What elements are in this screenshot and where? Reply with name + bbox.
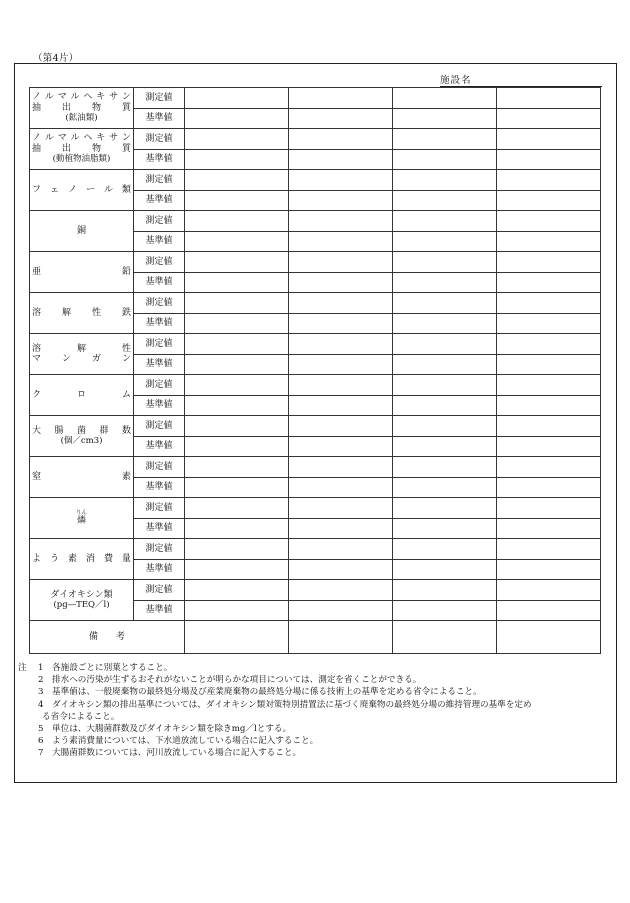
standard-value-label: 基準値	[134, 190, 185, 211]
measured-value-cell[interactable]	[393, 457, 497, 478]
facility-name-label: 施設名	[440, 75, 472, 86]
measured-value-label: 測定値	[134, 293, 185, 314]
table-row	[30, 252, 601, 273]
note-number: 6	[38, 736, 44, 747]
table-row	[30, 375, 601, 396]
standard-value-cell[interactable]	[393, 395, 497, 416]
standard-value-cell[interactable]	[393, 559, 497, 580]
item-name-line: 抽 出 物 質	[32, 143, 131, 154]
note-text: よう素消費量については、下水道放流している場合に記入すること。	[52, 736, 319, 747]
measured-value-cell[interactable]	[185, 580, 289, 601]
note-item	[18, 723, 623, 735]
table-row	[30, 498, 601, 519]
measured-value-label: 測定値	[134, 252, 185, 273]
measured-value-cell[interactable]	[289, 539, 393, 560]
measured-value-cell[interactable]	[185, 457, 289, 478]
measured-value-cell[interactable]	[185, 416, 289, 437]
measured-value-cell[interactable]	[393, 170, 497, 191]
measured-value-cell[interactable]	[289, 88, 393, 109]
table-row	[30, 539, 601, 560]
item-label-dissolved-iron	[30, 293, 134, 334]
item-label-phenols	[30, 170, 134, 211]
standard-value-cell[interactable]	[497, 518, 601, 539]
measured-value-cell[interactable]	[289, 498, 393, 519]
measured-value-cell[interactable]	[289, 580, 393, 601]
table-row	[30, 416, 601, 437]
table-row	[30, 170, 601, 191]
table-row	[30, 129, 601, 150]
standard-value-cell[interactable]	[393, 477, 497, 498]
note-text: 各施設ごとに別葉とすること。	[52, 663, 173, 673]
item-name-line: 溶 解 性 鉄	[32, 307, 131, 318]
standard-value-cell[interactable]	[289, 559, 393, 580]
standard-value-cell[interactable]	[393, 190, 497, 211]
measured-value-cell[interactable]	[393, 334, 497, 355]
standard-value-cell[interactable]	[289, 600, 393, 621]
item-label-phosphorus	[30, 498, 134, 539]
remarks-label: 備 考	[30, 621, 185, 654]
notes-heading: 注	[18, 663, 27, 673]
standard-value-cell[interactable]	[185, 559, 289, 580]
standard-value-cell[interactable]	[185, 272, 289, 293]
standard-value-cell[interactable]	[497, 600, 601, 621]
standard-value-label: 基準値	[134, 272, 185, 293]
standard-value-cell[interactable]	[497, 231, 601, 252]
measured-value-cell[interactable]	[289, 416, 393, 437]
standard-value-cell[interactable]	[393, 149, 497, 170]
note-number: 1	[38, 663, 44, 673]
note-text: ダイオキシン類の排出基準については、ダイオキシン類対策特別措置法に基づく廃棄物の最終処分場の維持管理の基準を定め	[52, 699, 532, 710]
measured-value-cell[interactable]	[289, 293, 393, 314]
measured-value-label: 測定値	[134, 457, 185, 478]
notes-section	[18, 662, 623, 760]
item-label-chromium	[30, 375, 134, 416]
item-label-n-hexane-animal	[30, 129, 134, 170]
standard-value-cell[interactable]	[289, 395, 393, 416]
item-label-zinc	[30, 252, 134, 293]
measured-value-cell[interactable]	[289, 129, 393, 150]
standard-value-cell[interactable]	[185, 108, 289, 129]
table-row	[30, 88, 601, 109]
standard-value-cell[interactable]	[393, 108, 497, 129]
item-unit: (動植物油脂類)	[52, 154, 111, 165]
standard-value-cell[interactable]	[289, 190, 393, 211]
note-item	[18, 735, 623, 747]
item-unit: (pg―TEQ／l)	[53, 600, 110, 610]
measured-value-label: 測定値	[134, 580, 185, 601]
remarks-cell[interactable]	[185, 621, 289, 654]
measured-value-cell[interactable]	[497, 580, 601, 601]
table-row	[30, 211, 601, 232]
facility-name-field[interactable]	[440, 72, 602, 87]
measured-value-cell[interactable]	[497, 293, 601, 314]
standard-value-cell[interactable]	[393, 313, 497, 334]
measured-value-cell[interactable]	[393, 580, 497, 601]
standard-value-cell[interactable]	[497, 108, 601, 129]
note-number: 4	[38, 699, 44, 710]
item-name-line: ク ロ ム	[32, 389, 131, 400]
standard-value-cell[interactable]	[497, 395, 601, 416]
measured-value-cell[interactable]	[185, 88, 289, 109]
measured-value-cell[interactable]	[393, 211, 497, 232]
standard-value-cell[interactable]	[185, 149, 289, 170]
item-name-line: 大 腸 菌 群 数	[32, 425, 131, 436]
standard-value-cell[interactable]	[497, 354, 601, 375]
note-item	[18, 747, 623, 759]
standard-value-cell[interactable]	[185, 518, 289, 539]
item-name-line: 銅	[76, 225, 86, 236]
standard-value-cell[interactable]	[185, 436, 289, 457]
standard-value-cell[interactable]	[497, 436, 601, 457]
measured-value-cell[interactable]	[289, 457, 393, 478]
item-name-line: 窒 素	[32, 471, 131, 482]
measured-value-cell[interactable]	[185, 334, 289, 355]
measured-value-cell[interactable]	[497, 416, 601, 437]
remarks-row	[30, 621, 601, 654]
measured-value-label: 測定値	[134, 170, 185, 191]
note-item	[18, 699, 623, 711]
table-row	[30, 293, 601, 314]
note-text: 単位は、大腸菌群数及びダイオキシン類を除きmg／lとする。	[52, 724, 292, 735]
measured-value-cell[interactable]	[289, 375, 393, 396]
measured-value-cell[interactable]	[185, 375, 289, 396]
standard-value-label: 基準値	[134, 600, 185, 621]
measured-value-cell[interactable]	[289, 211, 393, 232]
standard-value-cell[interactable]	[393, 600, 497, 621]
standard-value-label: 基準値	[134, 436, 185, 457]
standard-value-cell[interactable]	[289, 272, 393, 293]
standard-value-label: 基準値	[134, 108, 185, 129]
measured-value-cell[interactable]	[497, 334, 601, 355]
note-number: 2	[38, 675, 44, 686]
table-row	[30, 580, 601, 601]
standard-value-cell[interactable]	[497, 477, 601, 498]
standard-value-label: 基準値	[134, 518, 185, 539]
standard-value-cell[interactable]	[289, 518, 393, 539]
item-name-line: 溶 解 性	[32, 343, 131, 354]
standard-value-cell[interactable]	[185, 190, 289, 211]
item-label-n-hexane-mineral	[30, 88, 134, 129]
measured-value-cell[interactable]	[497, 129, 601, 150]
standard-value-label: 基準値	[134, 231, 185, 252]
measured-value-cell[interactable]	[393, 539, 497, 560]
item-name-line: 燐	[76, 515, 86, 526]
measured-value-cell[interactable]	[393, 498, 497, 519]
measurement-table	[29, 87, 601, 654]
standard-value-cell[interactable]	[289, 108, 393, 129]
item-name-line: よ う 素 消 費 量	[32, 553, 131, 564]
measured-value-cell[interactable]	[497, 252, 601, 273]
note-text: る省令によること。	[42, 711, 120, 722]
measured-value-cell[interactable]	[185, 211, 289, 232]
standard-value-cell[interactable]	[393, 436, 497, 457]
item-unit: (鉱油類)	[65, 113, 98, 124]
standard-value-label: 基準値	[134, 559, 185, 580]
measured-value-cell[interactable]	[497, 88, 601, 109]
measured-value-cell[interactable]	[497, 211, 601, 232]
item-label-nitrogen	[30, 457, 134, 498]
item-name-line: フ ェ ノ ー ル 類	[32, 184, 131, 195]
measured-value-label: 測定値	[134, 539, 185, 560]
measured-value-cell[interactable]	[185, 129, 289, 150]
measured-value-label: 測定値	[134, 375, 185, 396]
standard-value-cell[interactable]	[497, 313, 601, 334]
measured-value-label: 測定値	[134, 88, 185, 109]
standard-value-cell[interactable]	[185, 395, 289, 416]
standard-value-label: 基準値	[134, 477, 185, 498]
note-item	[18, 674, 623, 686]
standard-value-cell[interactable]	[185, 477, 289, 498]
form-number: （第4片）	[33, 53, 79, 64]
measured-value-cell[interactable]	[185, 170, 289, 191]
standard-value-cell[interactable]	[185, 600, 289, 621]
note-number: 3	[38, 687, 44, 698]
remarks-cell[interactable]	[289, 621, 393, 654]
item-name-line: ダイオキシン類	[50, 589, 113, 600]
standard-value-label: 基準値	[134, 149, 185, 170]
item-label-iodine	[30, 539, 134, 580]
item-unit: (個／cm3)	[60, 436, 103, 446]
measured-value-label: 測定値	[134, 334, 185, 355]
standard-value-cell[interactable]	[497, 559, 601, 580]
item-label-dioxins	[30, 580, 134, 621]
measured-value-cell[interactable]	[393, 375, 497, 396]
measured-value-cell[interactable]	[497, 375, 601, 396]
measured-value-cell[interactable]	[497, 457, 601, 478]
standard-value-cell[interactable]	[393, 354, 497, 375]
item-label-copper	[30, 211, 134, 252]
measured-value-cell[interactable]	[393, 129, 497, 150]
note-number: 5	[38, 724, 44, 735]
standard-value-cell[interactable]	[497, 149, 601, 170]
measured-value-cell[interactable]	[393, 252, 497, 273]
remarks-cell[interactable]	[393, 621, 497, 654]
measured-value-cell[interactable]	[497, 498, 601, 519]
measured-value-cell[interactable]	[497, 170, 601, 191]
measured-value-cell[interactable]	[185, 293, 289, 314]
measured-value-cell[interactable]	[185, 498, 289, 519]
standard-value-label: 基準値	[134, 313, 185, 334]
measured-value-cell[interactable]	[289, 170, 393, 191]
remarks-cell[interactable]	[497, 621, 601, 654]
standard-value-cell[interactable]	[497, 272, 601, 293]
standard-value-cell[interactable]	[185, 313, 289, 334]
note-text: 排水への汚染が生ずるおそれがないことが明らかな項目については、測定を省くことができる。	[52, 675, 422, 686]
measured-value-cell[interactable]	[289, 334, 393, 355]
item-label-dissolved-manganese	[30, 334, 134, 375]
measured-value-cell[interactable]	[393, 88, 497, 109]
item-name-line: ノ ル マ ル ヘ キ サ ン	[32, 92, 131, 103]
item-name-line: 抽 出 物 質	[32, 102, 131, 113]
note-continuation	[18, 711, 623, 723]
table-row	[30, 334, 601, 355]
standard-value-cell[interactable]	[289, 231, 393, 252]
item-label-coliform	[30, 416, 134, 457]
measured-value-cell[interactable]	[497, 539, 601, 560]
item-name-line: ノ ル マ ル ヘ キ サ ン	[32, 133, 131, 144]
note-text: 大腸菌群数については、河川放流している場合に記入すること。	[52, 748, 302, 759]
standard-value-label: 基準値	[134, 395, 185, 416]
note-item	[18, 686, 623, 698]
standard-value-cell[interactable]	[185, 354, 289, 375]
measured-value-label: 測定値	[134, 498, 185, 519]
standard-value-cell[interactable]	[289, 313, 393, 334]
measured-value-label: 測定値	[134, 129, 185, 150]
measured-value-cell[interactable]	[185, 252, 289, 273]
note-text: 基準値は、一般廃棄物の最終処分場及び産業廃棄物の最終処分場に係る技術上の基準を定める省令によること。	[52, 687, 482, 698]
measured-value-cell[interactable]	[393, 293, 497, 314]
standard-value-cell[interactable]	[393, 231, 497, 252]
measured-value-label: 測定値	[134, 416, 185, 437]
standard-value-cell[interactable]	[185, 231, 289, 252]
standard-value-label: 基準値	[134, 354, 185, 375]
ruby-reading: りん	[75, 509, 87, 516]
standard-value-cell[interactable]	[289, 149, 393, 170]
standard-value-cell[interactable]	[393, 518, 497, 539]
measured-value-label: 測定値	[134, 211, 185, 232]
standard-value-cell[interactable]	[289, 477, 393, 498]
standard-value-cell[interactable]	[289, 354, 393, 375]
standard-value-cell[interactable]	[393, 272, 497, 293]
table-row	[30, 457, 601, 478]
measured-value-cell[interactable]	[393, 416, 497, 437]
item-name-line: マ ン ガ ン	[32, 354, 131, 364]
note-item	[18, 662, 623, 674]
measured-value-cell[interactable]	[185, 539, 289, 560]
standard-value-cell[interactable]	[497, 190, 601, 211]
standard-value-cell[interactable]	[289, 436, 393, 457]
measured-value-cell[interactable]	[289, 252, 393, 273]
item-name-line: 亜 鉛	[32, 266, 131, 277]
note-number: 7	[38, 748, 44, 759]
